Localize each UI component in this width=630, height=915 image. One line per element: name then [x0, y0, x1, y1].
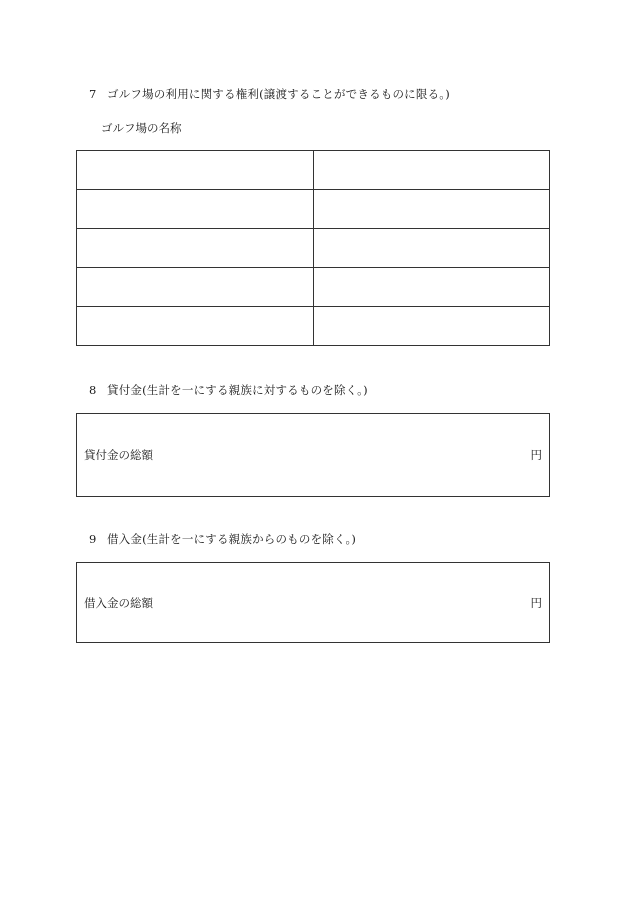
golf-course-table: [76, 150, 550, 346]
golf-course-name-label: ゴルフ場の名称: [101, 121, 182, 135]
golf-course-cell-detail[interactable]: [313, 229, 550, 268]
section-7-title: ゴルフ場の利用に関する権利(譲渡することができるものに限る。): [107, 87, 450, 101]
golf-course-cell-detail[interactable]: [313, 268, 550, 307]
yen-unit: 円: [530, 595, 542, 610]
section-9-number: 9: [89, 532, 97, 546]
section-8-title: 貸付金(生計を一にする親族に対するものを除く。): [107, 383, 368, 397]
section-9-heading: [89, 531, 356, 547]
table-row: [77, 229, 550, 268]
golf-course-cell-detail[interactable]: [313, 151, 550, 190]
golf-course-cell-name[interactable]: [77, 307, 314, 346]
borrowing-total-label: 借入金の総額: [84, 595, 153, 610]
table-row: [77, 151, 550, 190]
golf-course-cell-name[interactable]: [77, 229, 314, 268]
table-row: [77, 307, 550, 346]
loan-receivable-total-field[interactable]: [76, 413, 550, 497]
loan-receivable-total-label: 貸付金の総額: [84, 448, 153, 462]
golf-course-cell-detail[interactable]: [313, 190, 550, 229]
table-row: [77, 268, 550, 307]
table-row: [77, 190, 550, 229]
section-8-number: 8: [89, 383, 97, 397]
golf-course-cell-name[interactable]: [77, 151, 314, 190]
section-8-heading: [89, 382, 368, 398]
golf-course-cell-name[interactable]: [77, 268, 314, 307]
section-7-number: 7: [89, 87, 97, 101]
borrowing-total-field[interactable]: [76, 562, 550, 643]
yen-unit: 円: [530, 448, 542, 462]
golf-course-cell-name[interactable]: [77, 190, 314, 229]
golf-course-cell-detail[interactable]: [313, 307, 550, 346]
section-9-title: 借入金(生計を一にする親族からのものを除く。): [107, 532, 357, 546]
section-7-heading: [89, 86, 450, 102]
